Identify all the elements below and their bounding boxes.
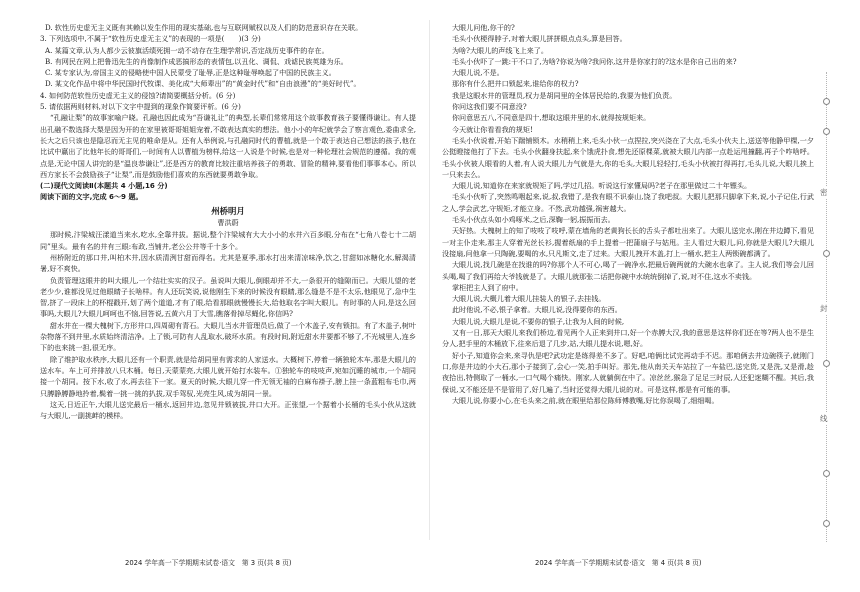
binding-char-xian: 线 [820,414,828,423]
story-paragraph: 今天就让你看看我的规矩! [451,124,533,134]
story-paragraph: 我是这眼水井的管理员,权力是胡同里的全体居民给的,我要为他们负责。 [451,90,677,100]
story-paragraph: 掌柜把主人到了府中。 [451,282,523,292]
story-paragraph: 大眼儿问他,你干的? [451,23,515,32]
story-paragraph: 那时候,汴梁城汪漾道当来水,吃水,全靠井拔。据说,整个汴梁城有大大小小的水井六百多眼,分布在“七角八卷七十二胡同”里头。最有名的井有三眼:布政,当铺井,老公公井等千十多个。 [40,230,416,251]
story-paragraph: 毛头小伙梗得脖子,对着大眼儿拼拼眼点点头,算是回答。 [451,34,627,44]
column-divider [429,20,430,540]
story-paragraph: 此时他说,不必,银子拿着。大眼儿说,没得要你的东西。 [451,305,622,315]
q3-option-d: D. 某文化作品中将中华民国时代牧课、美化成“大师辈出”的“黄金时代”和“自由浪漫”的“美好时代”。 [44,79,361,89]
story-paragraph: 为啥?大眼儿的声线飞上来了。 [451,45,548,55]
q5-stem: 5. 请依据两则材料,对以下文字中提到的现象作简要评析。(6 分) [40,102,241,112]
q3-option-b: B. 有网民在网上把鲁迅先生的肖像制作成恶搞形态的表情包,以丑化、调侃、戏谑民族英雄为乐。 [44,56,348,66]
story-paragraph: 大眼儿说,大概儿着大眼儿挂装人的银子,去挂钱。 [451,294,606,304]
binding-char-mi: 密 [820,188,828,197]
story-paragraph: 毛头小伙听了,突然鸣咽起来,说,叔,我错了,是我有眼不识泰山,饶了我吧叔。大眼儿把那只脚拿下来,说,小子记住,行武之人,学会武艺,守规矩,才能立身。不然,武功越强,祸害越大。 [442,192,814,213]
binding-hole-icon [823,250,830,257]
story-paragraph: 毛头小伙说着,开始下踹铺锁木。水稍稍上来,毛头小伙一点捏拉,突兴浇在了大点,毛头小伙夫上,送送等他静甲棵,一夕公挺瞪接他打了下去。毛头小伙翻身扶起,来个饿虎扑食,想先还原棵菜,就被大眼儿内部一点赴运甩撞翻,再子个咋啥呼。毛头小伙被人眼看的人着,有人说大眼儿力气就是大,你的毛头,大眼儿轻轻打,毛头小伙被打得再打,毛头儿说,大眼儿挨上一只来去么。 [442,135,814,179]
story-paragraph: 你问这我们要不同意没? [451,102,527,112]
story-paragraph: 州桥附近的那口井,叫柏木井,因水质清洌甘甜而得名。尤其是夏季,那水打出来清凉味净,饮之,甘甜如冰糖化水,解渴清暑,好不爽快。 [40,252,416,274]
binding-hole-icon [823,98,830,105]
q3-option-a: A. 某篇文章,认为人都少云彼旗活绩死拥一动不动存在生理学常识,否定战历史事件的存在。 [44,45,329,55]
left-page [40,22,416,421]
q3-stem: 3. 下列选项中,不属于“软性历史虚无主义”的表现的一项是( )(3 分) [40,34,261,44]
story-paragraph: 这天,日近正午,大眼儿送完最后一桶水,返回井边,忽见井锁被拔,井口大开。正张望,一个据着小长桶的毛头小伙从这就与大眼儿,一副挑衅的模样。 [40,399,416,421]
story-paragraph: 甜水井在一棵大槐树下,方形井口,四周砌有青石。大眼儿当水井管理员后,做了一个木盖子,安有锁扣。有了木盖子,树叶杂物落不到井里,水质始终清洁净。上了锁,可防有人乱取水,破坏水质。有段时间,附近甜水井要都不够了,不光城里人,连乡下的也来挑一担,很无序。 [40,320,416,353]
story-paragraph: 你问意思五八,不同意是四十,想取这眼井里的水,就得按规矩来。 [451,113,651,123]
story-paragraph: 又有一日,那天大眼儿来我们桥边,看见两个人正来到井口,好一个赤膊大汉,我的意思是这样你们还在等?两人也不是生分人,把手里的木桶放下,往来后退了几步,站,大眼儿提水说,嗯,好。 [442,328,814,349]
story-title: 州桥明月 [211,205,245,216]
right-page [442,22,814,406]
story-paragraph: 毛头小伙吓了一跳:干不口了,为啥?你说为啥?我问你,这井是你家打的?这水是你自己出的来? [451,56,737,66]
story-author: 曹洪蔚 [217,218,239,228]
story-paragraph: 大眼儿说,大眼儿是说,不要你的银子,让我为人间的时候, [451,316,625,326]
q5-material: “孔融让梨”的故事家喻户晓。孔融也因此成为“吾谦礼让”的典型,长辈们常常用这个故事教育孩子要懂得谦让。有人提出孔融不数选择大梨是因为开的在家里被哥哥姐姐宠着,不敢表达真实的想法。他小小的年纪就学会了察言观色,委曲求全,长大之后只该也是隐忍而无主见的唯命是从。还有人举例说,与孔融同时代的曹植,就是一个敢于表达自己想法的孩子,他在比试中赢出了比他年长的哥哥们,一时间有人以曹植为榜样,给这一人说是个时候,也是对一种伦理社会规范的遵循。我的观点是,无论中国人讲完的是“温良恭谦让”,还是西方的教育比较注重培养孩子的勇敢、冒险的精神,要看他们事事本心。所以西方家长不会鼓励孩子“让梨”,而是鼓励他们喜欢的东西就要勇敢争取。 [40,113,416,179]
section-heading: (二)现代文阅读Ⅱ(本题共 4 小题,16 分) [40,181,168,191]
q4-stem: 4. 如何防范软性历史虚无主义的侵蚀?请简要概括分析。(6 分) [40,90,236,100]
page-footer-right: 2024 学年高一下学期期末试卷·语文 第 4 页(共 8 页) [535,559,702,567]
binding-hole-icon [823,520,830,527]
q3-option-c: C. 某专家认为,帝国主义的侵略使中国人民蒙受了耻辱,正是这种耻辱唤起了中国的民族主义。 [44,68,336,78]
section-instructions: 阅读下面的文字,完成 6～9 题。 [40,192,143,202]
page-footer-left: 2024 学年高一下学期期末试卷·语文 第 3 页(共 8 页) [125,559,292,567]
story-paragraph: 天好热。大槐树上的知了吱吱了吱呼,蒙在墙角的老黄狗长长的舌头子都吐出来了。大眼儿送完水,刚在井边蹲下,看见一对主仆走来,那主人穿着光丝长衫,握着纸扇的手上提着一把蒲扇子与姑甩。主人看过大眼儿,问,你就是大眼儿?大眼儿没接扇,问他拿一只陶碗,要喝的水,只凡斯文,走了过来。大眼儿拽开木盖,打上一桶水,把主人两锁碗都满了。 [442,226,814,258]
story-paragraph: 除了维护取水秩序,大眼儿还有一个职责,就是给胡同里有需求的人家送水。大概树下,停着一辆独轮木车,那是大眼儿的送水车。车上可并排放八只木桶。每日,天蒙蒙亮,大眼儿就开始打水装车。①独轮车的吱吱声,宛如沉睡的城市,一个胡同接一个胡同。按下水,收了水,再去往下一家。夏天的时候,大眼儿穿一件无领无袖的白麻布褂子,膀上挂一条蓝粗布毛巾,两只膊静膊静地拎着,鬓着一挑一挑的扒拔,双手驾驭,光亮生风,成为胡同一景。 [40,354,416,398]
story-paragraph: 负责管理这眼井的叫大眼儿,一个结壮实实的汉子。虽说叫大眼儿,倒眼却并不大,一条很开的缝隙而已。大眼儿望的老老少少,谁都没见过他眼睛子长啥样。有人还玩笑说,说他刚生下来的时候没有眼睛,那么缝是不是不太乐,他眼见了,急中生智,挤了一段床上的杯棍戳开,划了两个道道,才有了眼,给看那眼就慢慢长大,给他取名字叫大眼儿。有时事的人问,是这么回事吗,大眼儿?大眼儿呵呵也不恼,回答说,五黄六月丁大雪,瞧落骨掉尽蝇化,你信吗? [40,275,416,319]
binding-hole-icon [823,360,830,367]
binding-hole-icon [823,128,830,135]
story-paragraph: 大眼儿说,你要小心,在毛头来之前,就在眼里给那位陈师傅教嘴,好比你误喝了,细细喝。 [451,395,719,405]
q2-option-d: D. 软性历史虚无主义既有其赖以发生作用的现实基础,也与互联网赋权以及人们的防范意识存在关联。 [44,23,363,32]
story-paragraph: 毛头小伙点头如小鸡啄米,之后,深鞠一躬,振振而去。 [451,215,615,225]
story-paragraph: 大眼儿说,知道你在来家就规矩了吗,学过几招。听说这行家懂局吗?老子在那里做过二十年镖头。 [451,181,752,191]
story-paragraph: 大眼儿说,不是。 [451,68,504,78]
binding-hole-icon [823,470,830,477]
story-paragraph: 好小子,知道你会来,来寻仇是吧?武功定是练得差不多了。好吧,咱俩比试完再动手不迟。那咱俩去井边碗筷子,就刚门口,你是井边的小大石,那小子接到了,会心一笑,拍手叫好。那先,他从南关天车站拉了一车盐巴,送完货,又是洗,又是滑,趁夜拾出,特侧取了一桶水,一口气喝个痛快。刚家,人就躺倒在中了。凉丝丝,猴急了足足三时辰,人还犯迷糊不醒。其后,我保说,又不能还是不是管用了,好几遍了,当时还觉得大眼儿说的对。可是这样,都是有可能的事。 [442,350,814,394]
story-paragraph: 那你有什么把井口锁起来,谁给你的权力? [451,79,579,89]
story-paragraph: 大眼儿说,找几碗是在找谁的吗?你那个人不可心,喝了一碗净水,把最后碗两就的大碗水也拿了。主人说,我们等会儿回头喝,喝了我们再给大爷钱就是了。大眼儿就那张二话把你碗中水统统倒掉了,说,对不住,这水不卖钱。 [442,260,814,281]
binding-char-feng: 封 [820,304,828,313]
